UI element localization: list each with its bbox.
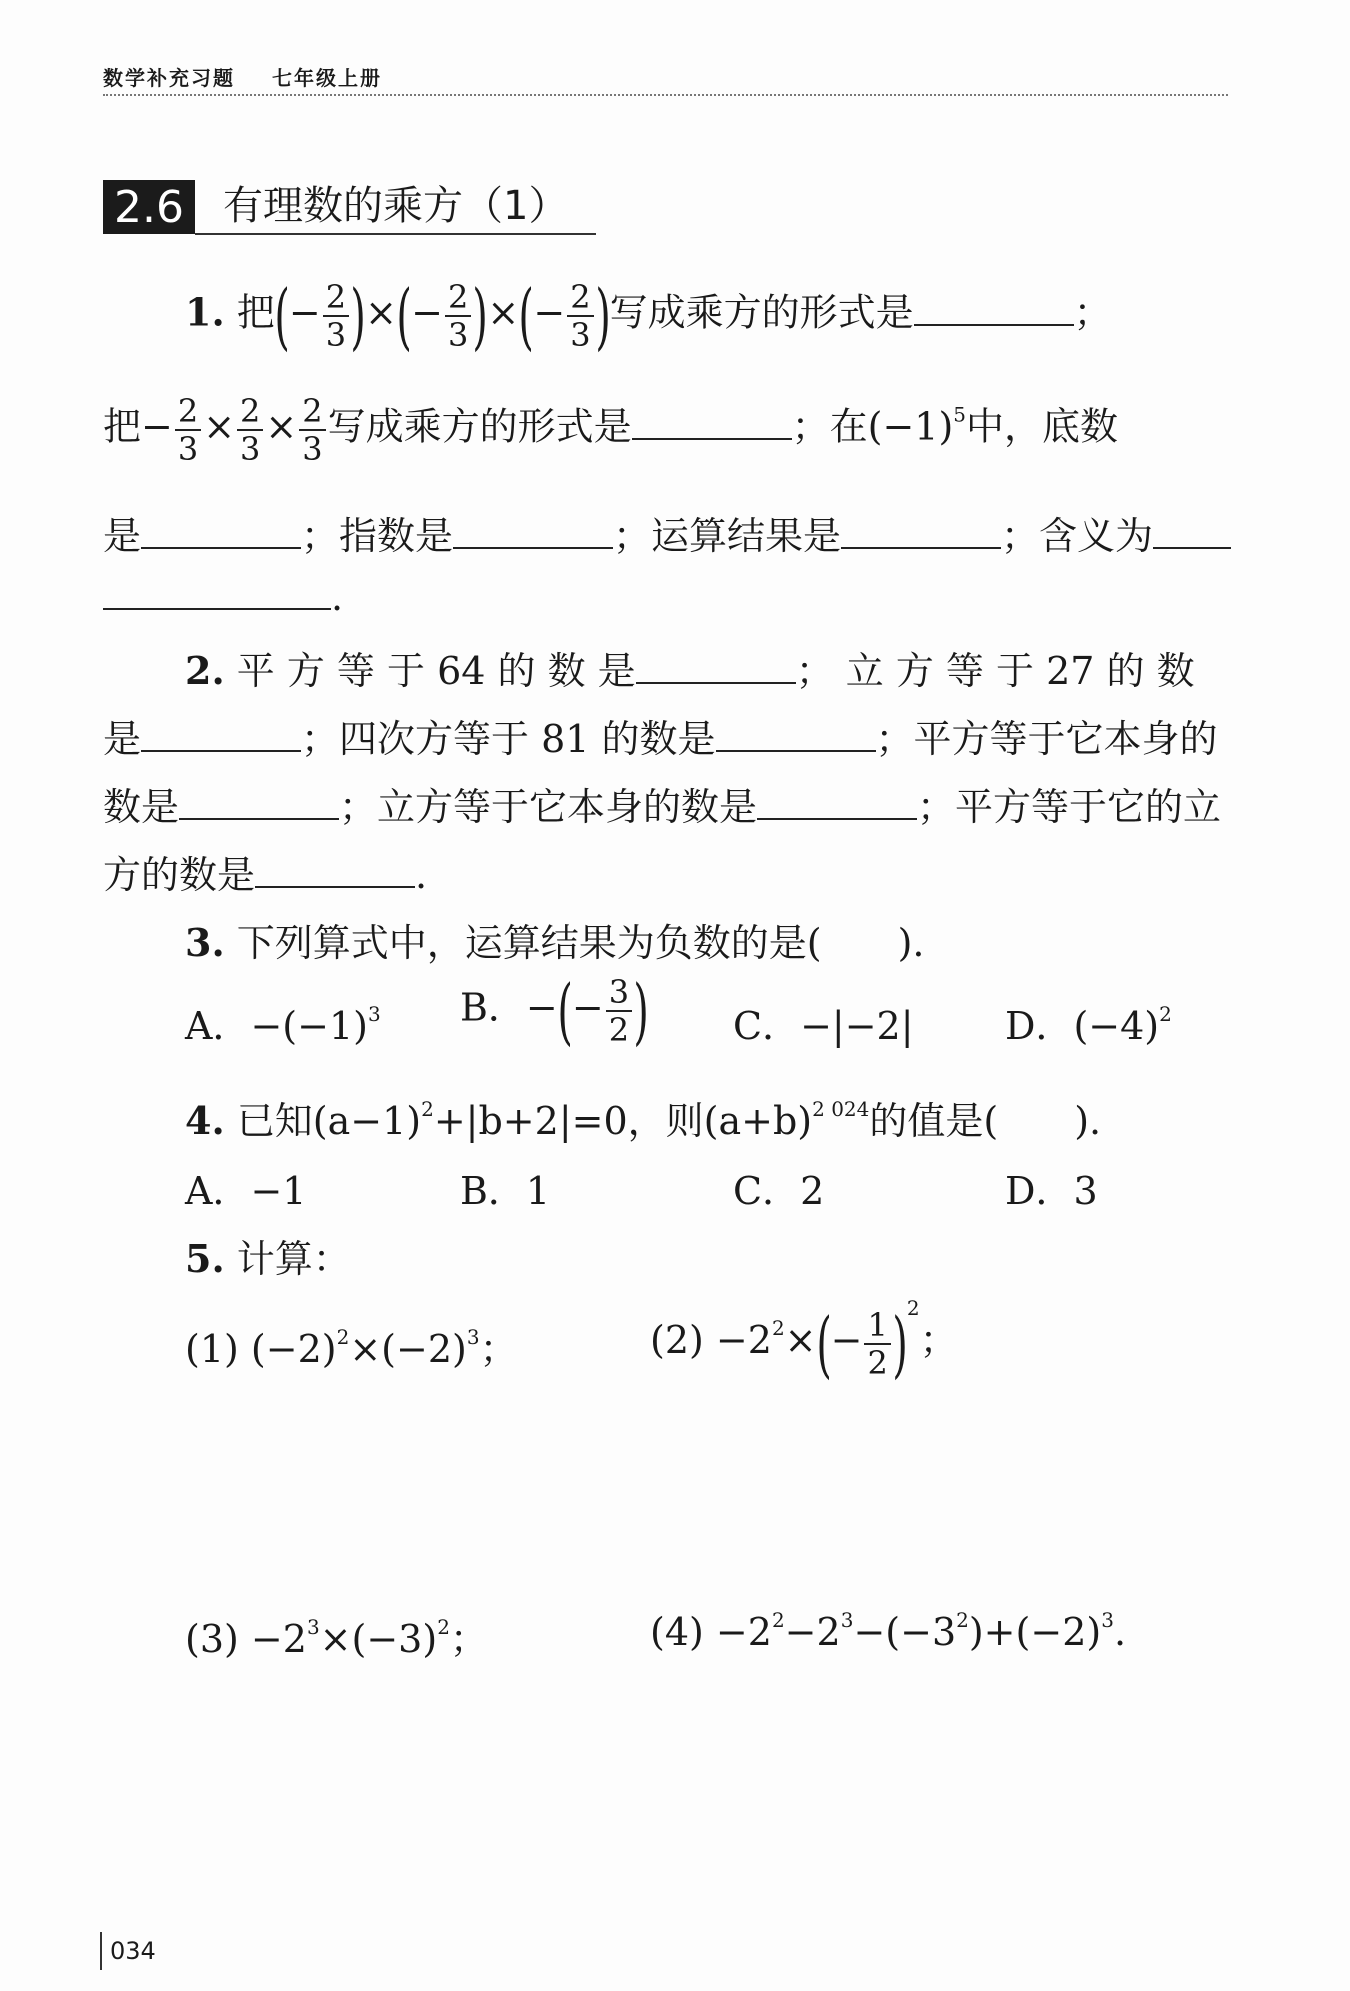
answer-blank[interactable] bbox=[179, 788, 339, 820]
times-sign: × bbox=[365, 290, 398, 335]
fraction bbox=[237, 392, 263, 468]
q2-text: 方的数是 bbox=[103, 853, 256, 897]
q4-text: 已知(a−1) bbox=[236, 1099, 422, 1143]
answer-blank[interactable] bbox=[632, 408, 792, 440]
q1-lead2: 把− bbox=[103, 404, 173, 449]
q1-text: 中，底数 bbox=[966, 404, 1119, 449]
q5-part4 bbox=[650, 1608, 1126, 1654]
q1-text: ；含义为 bbox=[1001, 514, 1154, 558]
expr: × bbox=[784, 1318, 817, 1362]
exponent: 3 bbox=[367, 1002, 381, 1026]
q1-text: 写成乘方的形式是 bbox=[327, 404, 632, 449]
expr: (1) (−2) bbox=[185, 1327, 337, 1371]
minus-sign: − bbox=[288, 290, 321, 335]
semicolon: ； bbox=[919, 1318, 958, 1362]
answer-blank[interactable] bbox=[1153, 517, 1231, 549]
q4-number: 4. bbox=[185, 1098, 225, 1143]
fraction bbox=[323, 278, 349, 354]
answer-blank[interactable] bbox=[914, 294, 1074, 326]
minus-sign: − bbox=[830, 1318, 863, 1362]
section-heading bbox=[103, 180, 596, 234]
q2-text: ；平方等于它本身的 bbox=[875, 717, 1218, 761]
q4-option-d[interactable]: D．3 bbox=[1005, 1169, 1098, 1213]
expr: ×(−2) bbox=[349, 1327, 467, 1371]
q1-line2 bbox=[103, 392, 1228, 468]
denominator: 3 bbox=[570, 316, 591, 354]
answer-blank[interactable] bbox=[841, 517, 1001, 549]
right-paren: ) bbox=[350, 274, 366, 358]
fraction bbox=[299, 392, 325, 468]
q2-text: 数是 bbox=[103, 785, 180, 829]
q2-text: 平 方 等 于 64 的 数 是 bbox=[236, 649, 636, 693]
denominator: 3 bbox=[177, 430, 199, 468]
q1-text: 写成乘方的形式是 bbox=[609, 290, 914, 335]
q1-line1 bbox=[185, 274, 1228, 358]
semicolon: ； bbox=[479, 1327, 518, 1371]
exponent: 2 bbox=[771, 1316, 785, 1340]
q5-part2 bbox=[650, 1296, 958, 1386]
left-paren: ( bbox=[396, 274, 412, 358]
option-text: C．−|−2| bbox=[733, 1004, 914, 1048]
q5-part3 bbox=[185, 1608, 488, 1663]
q1-line3 bbox=[103, 505, 1228, 560]
q2-number: 2. bbox=[185, 648, 225, 693]
exponent: 2 bbox=[336, 1325, 350, 1349]
fraction bbox=[445, 278, 471, 354]
fraction bbox=[567, 278, 593, 354]
right-paren: ) bbox=[472, 274, 489, 358]
section-number: 2.6 bbox=[103, 180, 195, 234]
answer-blank[interactable] bbox=[716, 720, 876, 752]
numerator: 1 bbox=[864, 1309, 890, 1345]
section-title: 有理数的乘方（1） bbox=[195, 179, 596, 235]
left-paren: ( bbox=[557, 969, 573, 1053]
expr: −(−3 bbox=[853, 1610, 957, 1654]
q1-number: 1. bbox=[185, 289, 225, 335]
exponent: 3 bbox=[1101, 1608, 1114, 1632]
q1-text: ；指数是 bbox=[301, 514, 454, 558]
q1-text: 是 bbox=[103, 514, 142, 558]
q3-number: 3. bbox=[185, 920, 225, 965]
exponent: 5 bbox=[953, 402, 967, 427]
numerator: 2 bbox=[175, 395, 201, 431]
running-header bbox=[103, 62, 1228, 96]
minus-sign: − bbox=[411, 290, 443, 335]
numerator: 2 bbox=[323, 281, 349, 317]
left-paren: ( bbox=[815, 1301, 832, 1386]
q1-lead: 把 bbox=[236, 290, 275, 335]
q2-line4 bbox=[103, 844, 1228, 899]
option-text: B．− bbox=[460, 985, 558, 1030]
fraction bbox=[864, 1305, 890, 1382]
expr: (4) −2 bbox=[650, 1610, 772, 1654]
exponent: 3 bbox=[840, 1608, 854, 1632]
q4-text: +|b+2|=0，则(a+b) bbox=[433, 1099, 813, 1143]
q4-option-c[interactable]: C．2 bbox=[733, 1169, 825, 1213]
option-text: A．−(−1) bbox=[185, 1004, 368, 1048]
exponent: 2 bbox=[421, 1097, 434, 1121]
times-sign: × bbox=[487, 290, 520, 335]
q2-text: ；四次方等于 81 的数是 bbox=[301, 717, 716, 761]
left-paren: ( bbox=[518, 274, 535, 358]
q3-option-a[interactable] bbox=[185, 995, 381, 1050]
period: . bbox=[1113, 1610, 1127, 1654]
q2-text: ；立方等于它本身的数是 bbox=[339, 785, 758, 829]
semicolon: ； bbox=[449, 1617, 488, 1661]
q1-text: ；在(−1) bbox=[791, 404, 954, 449]
denominator: 3 bbox=[240, 430, 261, 468]
q4-option-a[interactable]: A．−1 bbox=[185, 1169, 307, 1213]
period: . bbox=[331, 575, 344, 619]
numerator: 2 bbox=[567, 281, 593, 317]
answer-blank[interactable] bbox=[103, 578, 331, 610]
q2-text: ； 立 方 等 于 27 的 数 bbox=[795, 649, 1195, 693]
denominator: 3 bbox=[447, 316, 469, 354]
q2-line1 bbox=[185, 640, 1228, 695]
q4-stem bbox=[185, 1090, 1228, 1145]
q4-option-b[interactable]: B．1 bbox=[460, 1169, 551, 1213]
times-sign: × bbox=[265, 404, 298, 449]
answer-blank[interactable] bbox=[453, 517, 613, 549]
denominator: 2 bbox=[608, 1011, 630, 1049]
exponent: 3 bbox=[466, 1325, 480, 1349]
exponent: 2 024 bbox=[812, 1097, 870, 1121]
q5-part1 bbox=[185, 1318, 518, 1373]
answer-blank[interactable] bbox=[636, 652, 796, 684]
expr: (2) −2 bbox=[650, 1318, 772, 1362]
q1-text: ；运算结果是 bbox=[613, 514, 842, 558]
fraction bbox=[175, 392, 201, 468]
period: . bbox=[415, 853, 428, 897]
q5-stem bbox=[185, 1228, 1228, 1283]
expr: ×(−3) bbox=[319, 1617, 438, 1661]
q5-text: 计算： bbox=[236, 1237, 351, 1281]
exponent: 2 bbox=[906, 1296, 920, 1320]
denominator: 3 bbox=[325, 316, 347, 354]
answer-blank[interactable] bbox=[757, 788, 917, 820]
minus-sign: − bbox=[533, 290, 566, 335]
fraction bbox=[606, 973, 632, 1049]
exponent: 2 bbox=[437, 1615, 450, 1639]
option-text: D．(−4) bbox=[1005, 1004, 1160, 1048]
expr: −2 bbox=[784, 1610, 841, 1654]
numerator: 2 bbox=[445, 281, 471, 317]
left-paren: ( bbox=[274, 274, 290, 358]
q2-line3 bbox=[103, 776, 1228, 831]
right-paren: ) bbox=[633, 969, 649, 1053]
numerator: 2 bbox=[299, 395, 325, 431]
times-sign: × bbox=[203, 404, 236, 449]
answer-blank[interactable] bbox=[255, 856, 415, 888]
exponent: 2 bbox=[956, 1608, 969, 1632]
q3-option-c[interactable] bbox=[733, 995, 914, 1050]
q4-text: 的值是( ). bbox=[869, 1099, 1102, 1143]
q2-text: 是 bbox=[103, 717, 142, 761]
q3-text: 下列算式中，运算结果为负数的是( ). bbox=[236, 921, 925, 965]
q1-line4 bbox=[103, 575, 1228, 619]
numerator: 2 bbox=[237, 395, 263, 431]
q2-text: ；平方等于它的立 bbox=[917, 785, 1222, 829]
book-title: 数学补充习题 bbox=[103, 66, 235, 90]
q3-option-d[interactable] bbox=[1005, 995, 1172, 1050]
exponent: 2 bbox=[771, 1608, 785, 1632]
answer-blank[interactable] bbox=[141, 517, 301, 549]
q2-line2 bbox=[103, 708, 1228, 763]
right-paren: ) bbox=[594, 274, 611, 358]
answer-blank[interactable] bbox=[141, 720, 301, 752]
denominator: 2 bbox=[867, 1343, 888, 1382]
minus-sign: − bbox=[571, 985, 604, 1030]
semicolon: ； bbox=[1073, 290, 1112, 335]
q3-stem bbox=[185, 912, 1228, 967]
denominator: 3 bbox=[302, 430, 323, 468]
q3-option-b[interactable] bbox=[460, 969, 649, 1053]
expr: )+(−2) bbox=[968, 1610, 1102, 1654]
exponent: 2 bbox=[1159, 1002, 1172, 1026]
exponent: 3 bbox=[306, 1615, 320, 1639]
page-number: 034 bbox=[100, 1932, 156, 1970]
right-paren: ) bbox=[892, 1301, 908, 1386]
q5-number: 5. bbox=[185, 1236, 225, 1281]
expr: (3) −2 bbox=[185, 1617, 307, 1661]
numerator: 3 bbox=[606, 976, 632, 1012]
grade-label: 七年级上册 bbox=[271, 66, 382, 90]
